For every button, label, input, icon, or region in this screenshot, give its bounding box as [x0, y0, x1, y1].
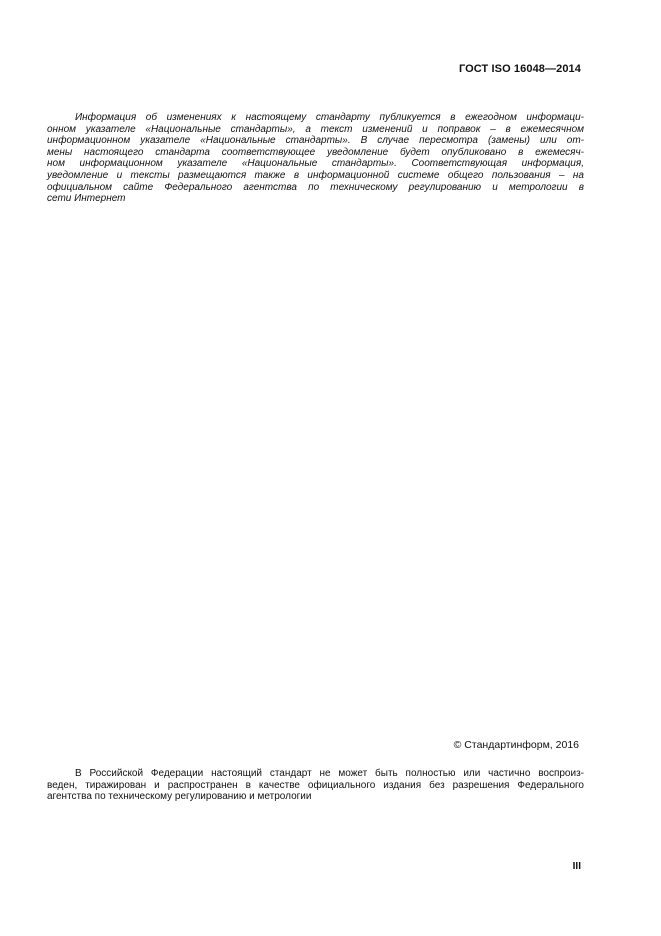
copyright-notice: © Стандартинформ, 2016 — [453, 739, 579, 751]
info-line: онном указателе «Национальные стандарты», а текст изменений и поправок – в ежемесячном — [47, 123, 584, 135]
notice-line: В Российской Федерации настоящий стандарт не может быть полностью или частично воспроиз- — [75, 768, 584, 779]
document-code: ГОСТ ISO 16048—2014 — [458, 63, 581, 75]
info-paragraph — [47, 112, 584, 205]
info-line: ном информационном указателе «Национальные стандарты». Соответствующая информация, — [47, 158, 584, 170]
info-line: уведомление и тексты размещаются также в информационной системе общего пользования – на — [47, 169, 584, 181]
notice-line: веден, тиражирован и распространен в качестве официального издания без разрешения Федерального — [47, 779, 584, 791]
page-number: III — [572, 861, 581, 872]
info-line: Информация об изменениях к настоящему стандарту публикуется в ежегодном информаци- — [75, 112, 584, 123]
reproduction-notice — [47, 768, 584, 803]
info-line: сети Интернет — [47, 193, 126, 205]
info-line: официальном сайте Федерального агентства по техническому регулированию и метрологии в — [47, 181, 584, 193]
notice-line: агентства по техническому регулированию и метрологии — [47, 791, 312, 803]
info-line: информационном указателе «Национальные стандарты». В случае пересмотра (замены) или от- — [47, 135, 584, 147]
info-line: мены настоящего стандарта соответствующее уведомление будет опубликовано в ежемесяч- — [47, 146, 584, 158]
